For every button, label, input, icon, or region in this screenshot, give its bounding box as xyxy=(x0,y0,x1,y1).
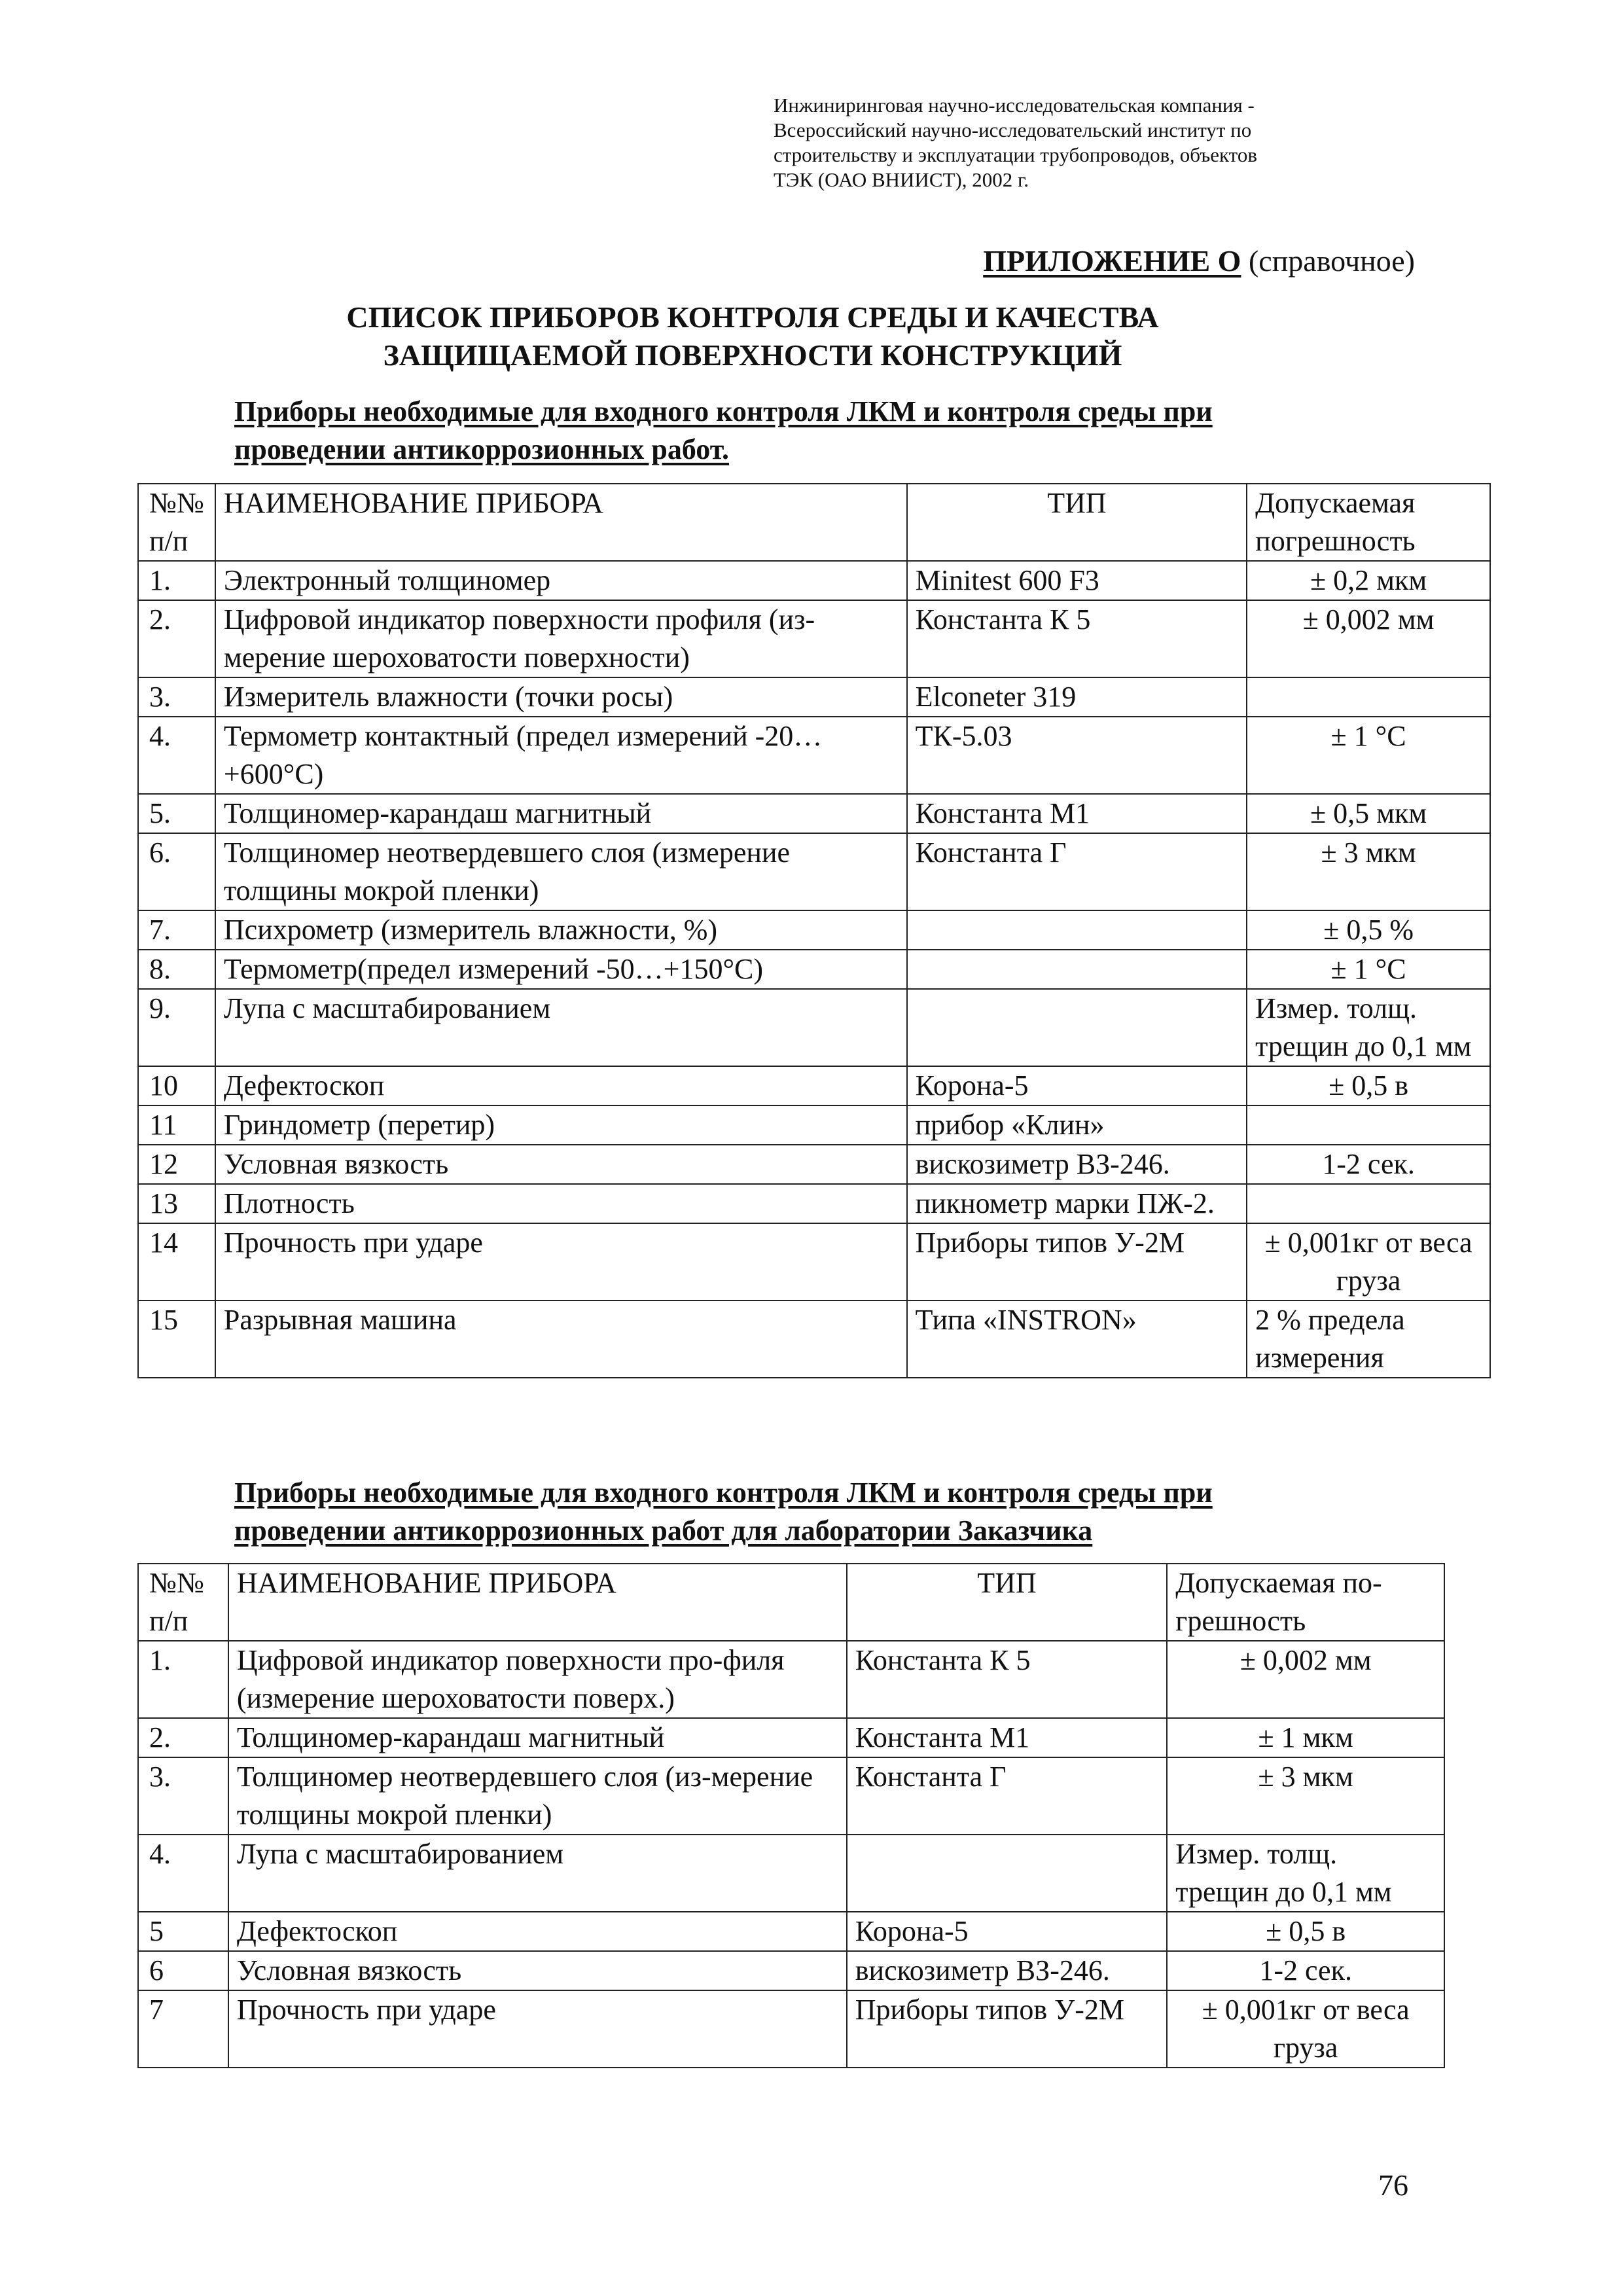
instrument-type: Корона-5 xyxy=(847,1912,1168,1951)
section2-heading xyxy=(234,1474,1412,1550)
appendix-note: (справочное) xyxy=(1248,244,1415,278)
instrument-type xyxy=(907,950,1247,989)
table-row xyxy=(138,600,1490,677)
row-number: 13 xyxy=(138,1184,215,1223)
table-row xyxy=(138,1223,1490,1300)
header-type: ТИП xyxy=(907,484,1247,561)
org-line: ТЭК (ОАО ВНИИСТ), 2002 г. xyxy=(774,168,1029,191)
instrument-name: Термометр(предел измерений -50…+150°C) xyxy=(215,950,907,989)
instrument-tolerance xyxy=(1247,1105,1490,1145)
header-tolerance: Допускаемая погрешность xyxy=(1247,484,1490,561)
instrument-type: Константа М1 xyxy=(847,1718,1168,1757)
org-line: Всероссийский научно-исследовательский институт по xyxy=(774,118,1252,141)
instrument-type: пикнометр марки ПЖ-2. xyxy=(907,1184,1247,1223)
instrument-type: Константа К 5 xyxy=(847,1641,1168,1718)
row-number: 1. xyxy=(138,561,215,600)
organization-block xyxy=(774,93,1428,192)
section1-heading xyxy=(234,393,1412,469)
instrument-tolerance: 1-2 сек. xyxy=(1247,1145,1490,1184)
header-name: НАИМЕНОВАНИЕ ПРИБОРА xyxy=(215,484,907,561)
row-number: 14 xyxy=(138,1223,215,1300)
row-number: 6 xyxy=(138,1951,228,1990)
row-number: 10 xyxy=(138,1066,215,1105)
table-row xyxy=(138,910,1490,950)
instrument-tolerance: ± 1 °С xyxy=(1247,950,1490,989)
instrument-tolerance: ± 0,001кг от веса груза xyxy=(1167,1990,1444,2068)
table-header-row xyxy=(138,1564,1444,1641)
instrument-name: Толщиномер-карандаш магнитный xyxy=(228,1718,847,1757)
table-row xyxy=(138,989,1490,1066)
instrument-name: Прочность при ударе xyxy=(215,1223,907,1300)
instrument-tolerance: ± 0,002 мм xyxy=(1167,1641,1444,1718)
instruments-table-1 xyxy=(137,483,1491,1378)
instrument-type: Minitest 600 F3 xyxy=(907,561,1247,600)
table-row xyxy=(138,561,1490,600)
instrument-tolerance: 2 % предела измерения xyxy=(1247,1300,1490,1378)
instrument-tolerance: ± 0,5 мкм xyxy=(1247,794,1490,833)
instrument-tolerance: ± 0,002 мм xyxy=(1247,600,1490,677)
instrument-name: Лупа с масштабированием xyxy=(215,989,907,1066)
instrument-tolerance: ± 3 мкм xyxy=(1247,833,1490,910)
instrument-name: Цифровой индикатор поверхности про-филя (измерение шероховатости поверх.) xyxy=(228,1641,847,1718)
table-row xyxy=(138,1835,1444,1912)
row-number: 1. xyxy=(138,1641,228,1718)
header-tolerance: Допускаемая по-грешность xyxy=(1167,1564,1444,1641)
instrument-tolerance: 1-2 сек. xyxy=(1167,1951,1444,1990)
header-number: №№ п/п xyxy=(138,1564,228,1641)
instrument-name: Дефектоскоп xyxy=(215,1066,907,1105)
instrument-type: Типа «INSTRON» xyxy=(907,1300,1247,1378)
instrument-name: Прочность при ударе xyxy=(228,1990,847,2068)
table-row xyxy=(138,1757,1444,1835)
table-row xyxy=(138,1300,1490,1378)
row-number: 4. xyxy=(138,717,215,794)
instrument-name: Измеритель влажности (точки росы) xyxy=(215,677,907,717)
instrument-type: Elconeter 319 xyxy=(907,677,1247,717)
table-header-row xyxy=(138,484,1490,561)
instrument-name: Психрометр (измеритель влажности, %) xyxy=(215,910,907,950)
instrument-tolerance: ± 3 мкм xyxy=(1167,1757,1444,1835)
row-number: 11 xyxy=(138,1105,215,1145)
table-row xyxy=(138,950,1490,989)
instrument-name: Условная вязкость xyxy=(228,1951,847,1990)
instrument-tolerance: ± 0,001кг от веса груза xyxy=(1247,1223,1490,1300)
instrument-name: Толщиномер неотвердевшего слоя (из-мерение толщины мокрой пленки) xyxy=(228,1757,847,1835)
instrument-type xyxy=(907,989,1247,1066)
heading-line: Приборы необходимые для входного контроля ЛКМ и контроля среды при xyxy=(234,1477,1213,1509)
instrument-name: Толщиномер неотвердевшего слоя (измерение толщины мокрой пленки) xyxy=(215,833,907,910)
instrument-type: Константа М1 xyxy=(907,794,1247,833)
instrument-type: Приборы типов У-2М xyxy=(907,1223,1247,1300)
instrument-type: Константа Г xyxy=(847,1757,1168,1835)
row-number: 12 xyxy=(138,1145,215,1184)
instruments-table-2 xyxy=(137,1563,1445,2068)
instrument-type: Константа Г xyxy=(907,833,1247,910)
table-row xyxy=(138,1990,1444,2068)
row-number: 3. xyxy=(138,677,215,717)
row-number: 5 xyxy=(138,1912,228,1951)
table-row xyxy=(138,1912,1444,1951)
table-row xyxy=(138,1641,1444,1718)
instrument-type: Корона-5 xyxy=(907,1066,1247,1105)
document-title xyxy=(196,298,1309,374)
instrument-type: прибор «Клин» xyxy=(907,1105,1247,1145)
instrument-name: Гриндометр (перетир) xyxy=(215,1105,907,1145)
table-row xyxy=(138,1105,1490,1145)
row-number: 3. xyxy=(138,1757,228,1835)
instrument-type xyxy=(847,1835,1168,1912)
instrument-tolerance: ± 0,5 в xyxy=(1247,1066,1490,1105)
table-row xyxy=(138,1184,1490,1223)
row-number: 9. xyxy=(138,989,215,1066)
instrument-type: ТК-5.03 xyxy=(907,717,1247,794)
header-number: №№ п/п xyxy=(138,484,215,561)
instrument-type: Приборы типов У-2М xyxy=(847,1990,1168,2068)
row-number: 7 xyxy=(138,1990,228,2068)
instrument-name: Цифровой индикатор поверхности профиля (из-мерение шероховатости поверхности) xyxy=(215,600,907,677)
header-type: ТИП xyxy=(847,1564,1168,1641)
header-name: НАИМЕНОВАНИЕ ПРИБОРА xyxy=(228,1564,847,1641)
table-row xyxy=(138,1951,1444,1990)
table-row xyxy=(138,794,1490,833)
instrument-tolerance xyxy=(1247,677,1490,717)
instrument-tolerance: Измер. толщ. трещин до 0,1 мм xyxy=(1247,989,1490,1066)
row-number: 15 xyxy=(138,1300,215,1378)
instrument-name: Лупа с масштабированием xyxy=(228,1835,847,1912)
instrument-tolerance: ± 1 °С xyxy=(1247,717,1490,794)
title-line: ЗАЩИЩАЕМОЙ ПОВЕРХНОСТИ КОНСТРУКЦИЙ xyxy=(383,338,1122,372)
table-row xyxy=(138,717,1490,794)
instrument-name: Толщиномер-карандаш магнитный xyxy=(215,794,907,833)
table-row xyxy=(138,833,1490,910)
table-row xyxy=(138,1066,1490,1105)
instrument-tolerance: ± 0,5 в xyxy=(1167,1912,1444,1951)
row-number: 5. xyxy=(138,794,215,833)
table-row xyxy=(138,677,1490,717)
appendix-title: ПРИЛОЖЕНИЕ О xyxy=(983,244,1241,278)
heading-line: проведении антикоррозионных работ для лаборатории Заказчика xyxy=(234,1515,1093,1547)
instrument-tolerance: ± 0,5 % xyxy=(1247,910,1490,950)
row-number: 2. xyxy=(138,600,215,677)
table-row xyxy=(138,1718,1444,1757)
heading-line: проведении антикоррозионных работ. xyxy=(234,433,730,465)
row-number: 6. xyxy=(138,833,215,910)
instrument-type: вискозиметр ВЗ-246. xyxy=(847,1951,1168,1990)
row-number: 8. xyxy=(138,950,215,989)
instrument-name: Разрывная машина xyxy=(215,1300,907,1378)
page-number: 76 xyxy=(1378,2168,1408,2202)
instrument-tolerance: Измер. толщ. трещин до 0,1 мм xyxy=(1167,1835,1444,1912)
instrument-name: Плотность xyxy=(215,1184,907,1223)
instrument-name: Условная вязкость xyxy=(215,1145,907,1184)
instrument-name: Дефектоскоп xyxy=(228,1912,847,1951)
instrument-tolerance xyxy=(1247,1184,1490,1223)
instrument-type: Константа К 5 xyxy=(907,600,1247,677)
instrument-type xyxy=(907,910,1247,950)
org-line: Инжиниринговая научно-исследовательская компания - xyxy=(774,94,1255,117)
instrument-name: Электронный толщиномер xyxy=(215,561,907,600)
instrument-type: вискозиметр ВЗ-246. xyxy=(907,1145,1247,1184)
instrument-tolerance: ± 0,2 мкм xyxy=(1247,561,1490,600)
row-number: 7. xyxy=(138,910,215,950)
appendix-label xyxy=(983,243,1415,278)
org-line: строительству и эксплуатации трубопроводов, объектов xyxy=(774,143,1257,166)
table-row xyxy=(138,1145,1490,1184)
row-number: 4. xyxy=(138,1835,228,1912)
title-line: СПИСОК ПРИБОРОВ КОНТРОЛЯ СРЕДЫ И КАЧЕСТВА xyxy=(346,300,1159,334)
instrument-name: Термометр контактный (предел измерений -20…+600°C) xyxy=(215,717,907,794)
row-number: 2. xyxy=(138,1718,228,1757)
instrument-tolerance: ± 1 мкм xyxy=(1167,1718,1444,1757)
heading-line: Приборы необходимые для входного контроля ЛКМ и контроля среды при xyxy=(234,395,1213,427)
